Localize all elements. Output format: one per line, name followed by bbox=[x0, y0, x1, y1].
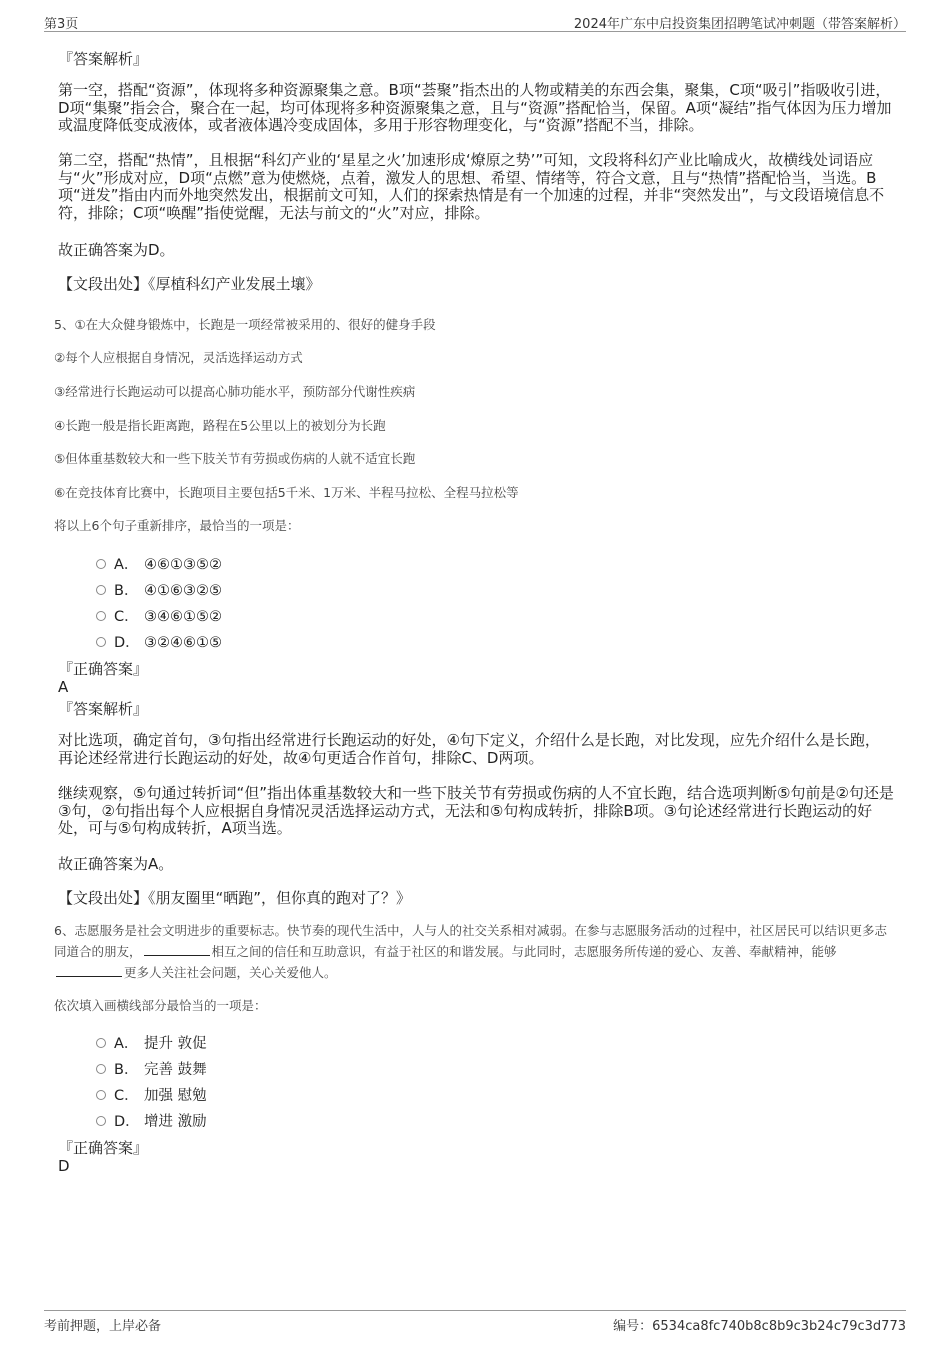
page-header bbox=[44, 13, 906, 32]
radio-icon[interactable] bbox=[96, 1090, 106, 1100]
q5-conclusion: 故正确答案为A。 bbox=[58, 855, 174, 873]
radio-icon[interactable] bbox=[96, 1116, 106, 1126]
q5-option-b[interactable]: B． ④①⑥③②⑤ bbox=[96, 579, 222, 599]
blank-2 bbox=[56, 964, 122, 977]
q5-analysis-p2: 继续观察，⑤句通过转折词“但”指出体重基数较大和一些下肢关节有劳损或伤病的人不宜长跑，结合选项判断⑤句前是②句还是③句，②句指出每个人应根据自身情况灵活选择运动方式，无法和⑤句构成转折，排除B项。③句论述经常进行长跑运动的好处，可与⑤句构成转折，A项当选。 bbox=[58, 784, 894, 837]
q4-source: 【文段出处】《厚植科幻产业发展土壤》 bbox=[58, 275, 321, 293]
q5-option-a[interactable]: A． ④⑥①③⑤② bbox=[96, 553, 222, 573]
q6-answer-label: 『正确答案』 bbox=[58, 1139, 149, 1157]
q5-sentence-3: ③经常进行长跑运动可以提高心肺功能水平，预防部分代谢性疾病 bbox=[54, 384, 416, 399]
q5-answer: A bbox=[58, 678, 69, 696]
q5-sentence-6: ⑥在竞技体育比赛中，长跑项目主要包括5千米、1万米、半程马拉松、全程马拉松等 bbox=[54, 485, 519, 500]
q6-option-b[interactable]: B． 完善 鼓舞 bbox=[96, 1058, 207, 1078]
q4-conclusion: 故正确答案为D。 bbox=[58, 241, 175, 259]
document-title: 2024年广东中启投资集团招聘笔试冲刺题（带答案解析） bbox=[573, 17, 906, 32]
q5-option-d[interactable]: D． ③②④⑥①⑤ bbox=[96, 631, 222, 651]
radio-icon[interactable] bbox=[96, 1038, 106, 1048]
q5-source: 【文段出处】《朋友圈里“晒跑”，但你真的跑对了？》 bbox=[58, 889, 412, 907]
q6-option-c[interactable]: C． 加强 慰勉 bbox=[96, 1084, 207, 1104]
q5-sentence-2: ②每个人应根据自身情况，灵活选择运动方式 bbox=[54, 350, 303, 365]
radio-icon[interactable] bbox=[96, 1064, 106, 1074]
document-id: 编号：6534ca8fc740b8c8b9c3b24c79c3d773 bbox=[613, 1319, 906, 1334]
page-number: 第3页 bbox=[44, 17, 79, 32]
radio-icon[interactable] bbox=[96, 585, 106, 595]
q5-analysis-p1: 对比选项，确定首句，③句指出经常进行长跑运动的好处，④句下定义，介绍什么是长跑，对比发现，应先介绍什么是长跑，再论述经常进行长跑运动的好处，故④句更适合作首句，排除C、D两项。 bbox=[58, 731, 880, 767]
q5-sentence-4: ④长跑一般是指长距离跑，路程在5公里以上的被划分为长跑 bbox=[54, 418, 386, 433]
blank-1 bbox=[144, 943, 210, 956]
page-footer bbox=[44, 1310, 906, 1333]
q5-answer-label: 『正确答案』 bbox=[58, 660, 149, 678]
q4-analysis-p1: 第一空，搭配“资源”，体现将多种资源聚集之意。B项“荟聚”指杰出的人物或精美的东西会集，聚集，C项“吸引”指吸收引进，D项“集聚”指会合，聚合在一起，均可体现将多种资源聚集之意，且与“资源”搭配恰当，保留。A项“凝结”指气体因为压力增加或温度降低变成液体，或者液体遇冷变成固体，多用于形容物理变化，与“资源”搭配不当，排除。 bbox=[58, 81, 892, 134]
q5-option-c[interactable]: C． ③④⑥①⑤② bbox=[96, 605, 222, 625]
q4-analysis-p2: 第二空，搭配“热情”，且根据“科幻产业的‘星星之火’加速形成‘燎原之势’”可知，文段将科幻产业比喻成火，故横线处词语应与“火”形成对应，D项“点燃”意为使燃烧，点着，激发人的思想、希望、情绪等，符合文意，且与“热情”搭配恰当，当选。B项“迸发”指由内而外地突然发出，根据前文可知，人们的探索热情是有一个加速的过程，并非“突然发出”，与文段语境信息不符，排除；C项“唤醒”指使觉醒，无法与前文的“火”对应，排除。 bbox=[58, 151, 885, 222]
q6-answer: D bbox=[58, 1157, 70, 1175]
q5-sentence-1: 5、①在大众健身锻炼中，长跑是一项经常被采用的、很好的健身手段 bbox=[54, 317, 436, 332]
q5-analysis-label: 『答案解析』 bbox=[58, 700, 149, 718]
radio-icon[interactable] bbox=[96, 637, 106, 647]
q5-prompt: 将以上6个句子重新排序，最恰当的一项是： bbox=[54, 518, 300, 533]
radio-icon[interactable] bbox=[96, 611, 106, 621]
radio-icon[interactable] bbox=[96, 559, 106, 569]
q6-option-d[interactable]: D． 增进 激励 bbox=[96, 1110, 207, 1130]
q6-prompt: 依次填入画横线部分最恰当的一项是： bbox=[54, 998, 267, 1013]
q5-sentence-5: ⑤但体重基数较大和一些下肢关节有劳损或伤病的人就不适宜长跑 bbox=[54, 451, 416, 466]
q6-option-a[interactable]: A． 提升 敦促 bbox=[96, 1032, 207, 1052]
q4-analysis-label: 『答案解析』 bbox=[58, 50, 149, 68]
footer-slogan: 考前押题，上岸必备 bbox=[44, 1319, 162, 1334]
q6-stem: 6、志愿服务是社会文明进步的重要标志。快节奏的现代生活中，人与人的社交关系相对减弱。在参与志愿服务活动的过程中，社区居民可以结识更多志同道合的朋友， 相互之间的信任和互助意识，有益于社区的和谐发展。与此同时，志愿服务所传递的爱心、友善、奉献精神，能够更多人关注社会问题，关心关爱他人。 bbox=[54, 923, 887, 980]
